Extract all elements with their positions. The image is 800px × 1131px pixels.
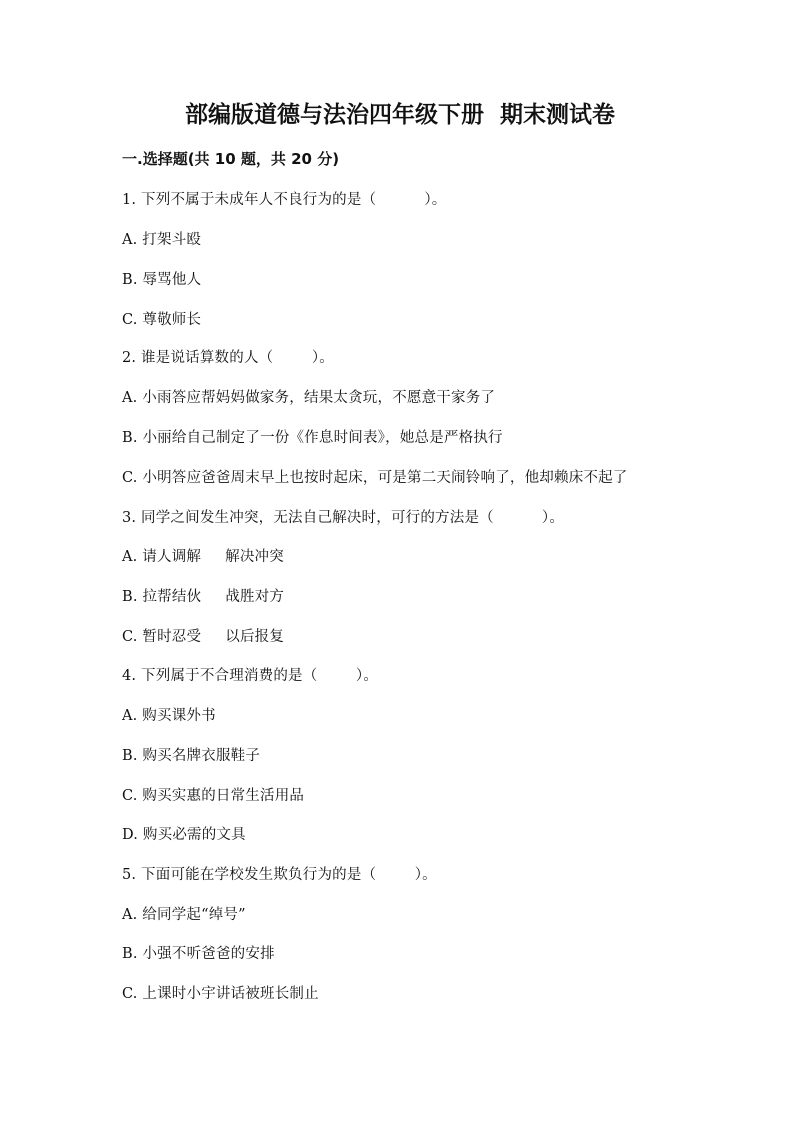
question-3-option-a: A. 请人调解 解决冲突 — [122, 549, 284, 565]
question-2-option-a: A. 小雨答应帮妈妈做家务，结果太贪玩，不愿意干家务了 — [122, 390, 496, 406]
question-5-option-a: A. 给同学起“绰号” — [122, 907, 246, 923]
question-5-option-c: C. 上课时小宇讲话被班长制止 — [122, 986, 319, 1002]
question-4-stem: 4. 下列属于不合理消费的是（ ）。 — [122, 668, 379, 684]
page-title: 部编版道德与法治四年级下册 期末测试卷 — [184, 102, 615, 128]
question-1-option-a: A. 打架斗殴 — [122, 232, 202, 248]
question-2-stem: 2. 谁是说话算数的人（ ）。 — [122, 350, 334, 366]
question-3-option-b: B. 拉帮结伙 战胜对方 — [122, 589, 285, 605]
question-5-stem: 5. 下面可能在学校发生欺负行为的是（ ）。 — [122, 867, 437, 883]
question-4-option-c: C. 购买实惠的日常生活用品 — [122, 788, 305, 804]
question-4-option-d: D. 购买必需的文具 — [122, 827, 246, 843]
question-4-option-a: A. 购买课外书 — [122, 708, 216, 724]
question-3-stem: 3. 同学之间发生冲突，无法自己解决时，可行的方法是（ ）。 — [122, 510, 565, 526]
question-2-option-c: C. 小明答应爸爸周末早上也按时起床，可是第二天闹铃响了，他却赖床不起了 — [122, 470, 628, 486]
question-1-option-c: C. 尊敬师长 — [122, 312, 202, 328]
question-4-option-b: B. 购买名牌衣服鞋子 — [122, 748, 261, 764]
question-5-option-b: B. 小强不听爸爸的安排 — [122, 946, 275, 962]
question-3-option-c: C. 暂时忍受 以后报复 — [122, 629, 285, 645]
section-title: 一.选择题(共 10 题，共 20 分) — [122, 150, 340, 168]
question-1-stem: 1. 下列不属于未成年人不良行为的是（ ）。 — [122, 192, 447, 208]
question-1-option-b: B. 辱骂他人 — [122, 272, 202, 288]
question-2-option-b: B. 小丽给自己制定了一份《作息时间表》，她总是严格执行 — [122, 430, 503, 446]
